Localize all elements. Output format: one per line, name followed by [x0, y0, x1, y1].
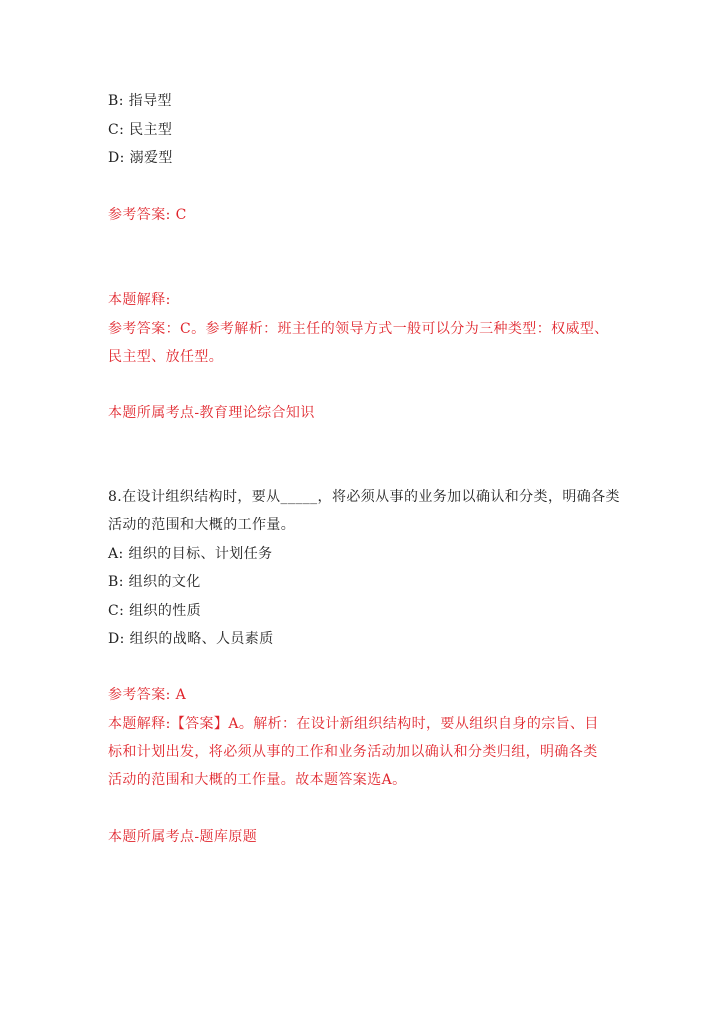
q8-explanation-line-1: 本题解释:【答案】A。解析：在设计新组织结构时，要从组织自身的宗旨、目: [108, 716, 599, 732]
q8-answer: 参考答案: A: [108, 687, 187, 703]
q8-option-d: [108, 630, 274, 648]
q8-option-b: [108, 573, 201, 591]
option-text: 组织的目标、计划任务: [128, 546, 273, 562]
q7-option-c: [108, 121, 172, 139]
option-letter: A:: [108, 546, 124, 562]
option-letter: B:: [108, 93, 124, 109]
option-letter: D:: [108, 631, 125, 647]
q8-stem-line-2: 活动的范围和大概的工作量。: [108, 517, 296, 533]
option-letter: B:: [108, 574, 124, 590]
option-letter: C:: [108, 603, 125, 619]
q8-option-a: [108, 545, 273, 563]
q7-option-d: [108, 149, 173, 167]
q8-option-c: [108, 602, 201, 620]
option-text: 组织的战略、人员素质: [129, 631, 274, 647]
q7-explanation-line-1: 参考答案：C。参考解析：班主任的领导方式一般可以分为三种类型：权威型、: [108, 321, 609, 337]
q8-explanation-line-3: 活动的范围和大概的工作量。故本题答案选A。: [108, 772, 407, 788]
option-letter: C:: [108, 122, 125, 138]
option-text: 组织的性质: [129, 603, 202, 619]
option-text: 民主型: [129, 122, 173, 138]
q8-stem-line-1: 8.在设计组织结构时，要从_____，将必须从事的业务加以确认和分类，明确各类: [108, 489, 620, 505]
q7-answer: 参考答案: C: [108, 207, 187, 223]
option-text: 指导型: [128, 93, 172, 109]
option-text: 溺爱型: [129, 150, 173, 166]
option-text: 组织的文化: [128, 574, 201, 590]
q7-explanation-line-2: 民主型、放任型。: [108, 349, 224, 365]
option-letter: D:: [108, 150, 125, 166]
q8-topic: 本题所属考点-题库原题: [108, 829, 258, 845]
q7-topic: 本题所属考点-教育理论综合知识: [108, 405, 315, 421]
q8-explanation-line-2: 标和计划出发，将必须从事的工作和业务活动加以确认和分类归组，明确各类: [108, 744, 598, 760]
q7-option-b: [108, 92, 172, 110]
q7-explanation-heading: 本题解释:: [108, 292, 171, 308]
